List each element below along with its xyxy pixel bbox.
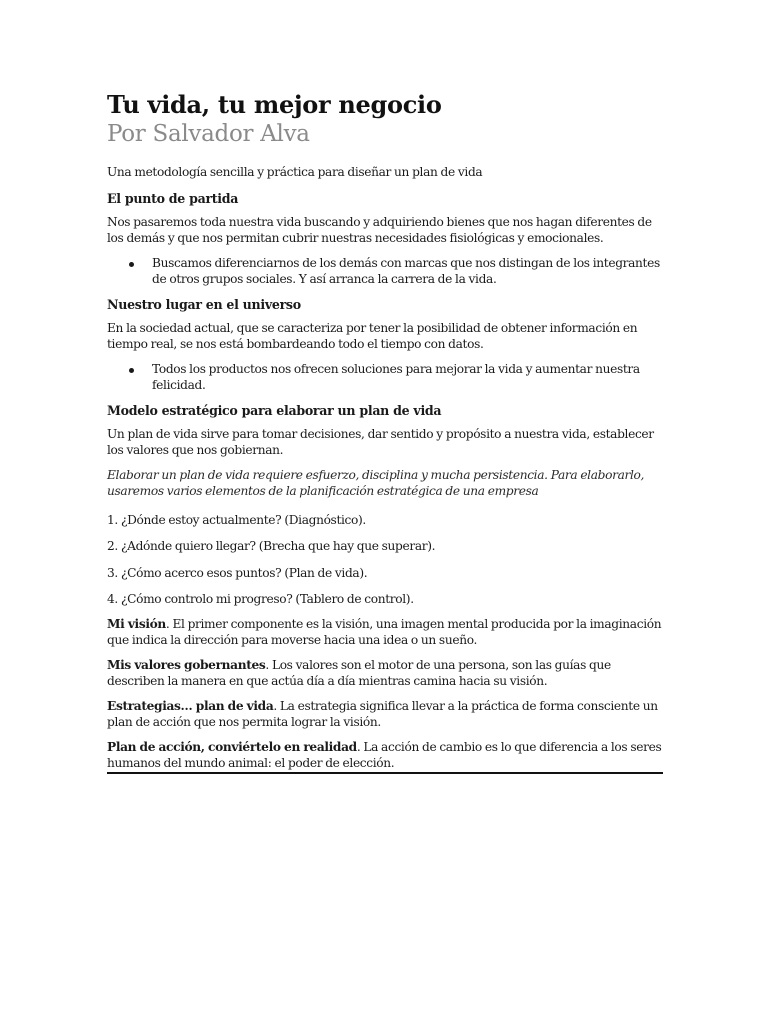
bullet-list <box>107 255 663 288</box>
component-text: . Los valores son el motor de una persona, son las guías que describen la manera en que actúa día a día mientras camina hacia su visión. <box>107 657 611 688</box>
component-label: Mi visión <box>107 616 166 631</box>
question-item: 2. ¿Adónde quiero llegar? (Brecha que hay que superar). <box>107 539 436 553</box>
bullet-dot-icon <box>129 368 134 373</box>
question-list <box>107 512 663 608</box>
section-paragraph: Nos pasaremos toda nuestra vida buscando y adquiriendo bienes que nos hagan diferentes de los demás y que nos permitan cubrir nuestras necesidades fisiológicas y emocionales. <box>107 214 652 245</box>
horizontal-rule-divider <box>107 772 663 774</box>
component-label: Mis valores gobernantes <box>107 657 266 672</box>
question-item: 3. ¿Cómo acerco esos puntos? (Plan de vida). <box>107 565 368 580</box>
bullet-text: Todos los productos nos ofrecen soluciones para mejorar la vida y aumentar nuestra felicidad. <box>152 361 640 392</box>
question-item: 1. ¿Dónde estoy actualmente? (Diagnóstico). <box>107 512 366 527</box>
section-heading-punto-de-partida: El punto de partida <box>107 190 239 206</box>
component-label: Estrategias… plan de vida <box>107 698 274 713</box>
component-estrategias <box>107 698 663 731</box>
question-item: 4. ¿Cómo controlo mi progreso? (Tablero de control). <box>107 592 414 606</box>
bullet-text: Buscamos diferenciarnos de los demás con marcas que nos distingan de los integrantes de otros grupos sociales. Y así arranca la carrera de la vida. <box>152 255 660 286</box>
section-paragraph: Un plan de vida sirve para tomar decisiones, dar sentido y propósito a nuestra vida, establecer los valores que nos gobiernan. <box>107 426 654 457</box>
component-valores <box>107 657 663 690</box>
component-plan-accion <box>107 739 663 772</box>
bullet-list <box>107 361 663 394</box>
component-label: Plan de acción, conviértelo en realidad <box>107 739 357 754</box>
italic-note: Elaborar un plan de vida requiere esfuerzo, disciplina y mucha persistencia. Para elaborarlo, usaremos varios elementos de la planificación estratégica de una empresa <box>107 467 645 498</box>
document-page <box>107 90 663 774</box>
component-text: . La estrategia significa llevar a la práctica de forma consciente un plan de acción que nos permita lograr la visión. <box>107 698 658 729</box>
component-text: . El primer componente es la visión, una imagen mental producida por la imaginación que indica la dirección para moverse hacia una idea o un sueño. <box>107 616 662 647</box>
bullet-item <box>107 255 663 288</box>
component-text: . La acción de cambio es lo que diferencia a los seres humanos del mundo animal: el poder de elección. <box>107 739 662 770</box>
author-byline: Por Salvador Alva <box>107 121 310 147</box>
bullet-item <box>107 361 663 394</box>
bullet-dot-icon <box>129 262 134 267</box>
component-vision <box>107 616 663 649</box>
document-title: Tu vida, tu mejor negocio <box>107 90 442 119</box>
section-paragraph: En la sociedad actual, que se caracteriza por tener la posibilidad de obtener información en tiempo real, se nos está bombardeando todo el tiempo con datos. <box>107 320 638 351</box>
section-heading-lugar-universo: Nuestro lugar en el universo <box>107 296 301 312</box>
section-heading-modelo-estrategico: Modelo estratégico para elaborar un plan de vida <box>107 402 442 418</box>
document-subtitle: Una metodología sencilla y práctica para diseñar un plan de vida <box>107 165 483 179</box>
